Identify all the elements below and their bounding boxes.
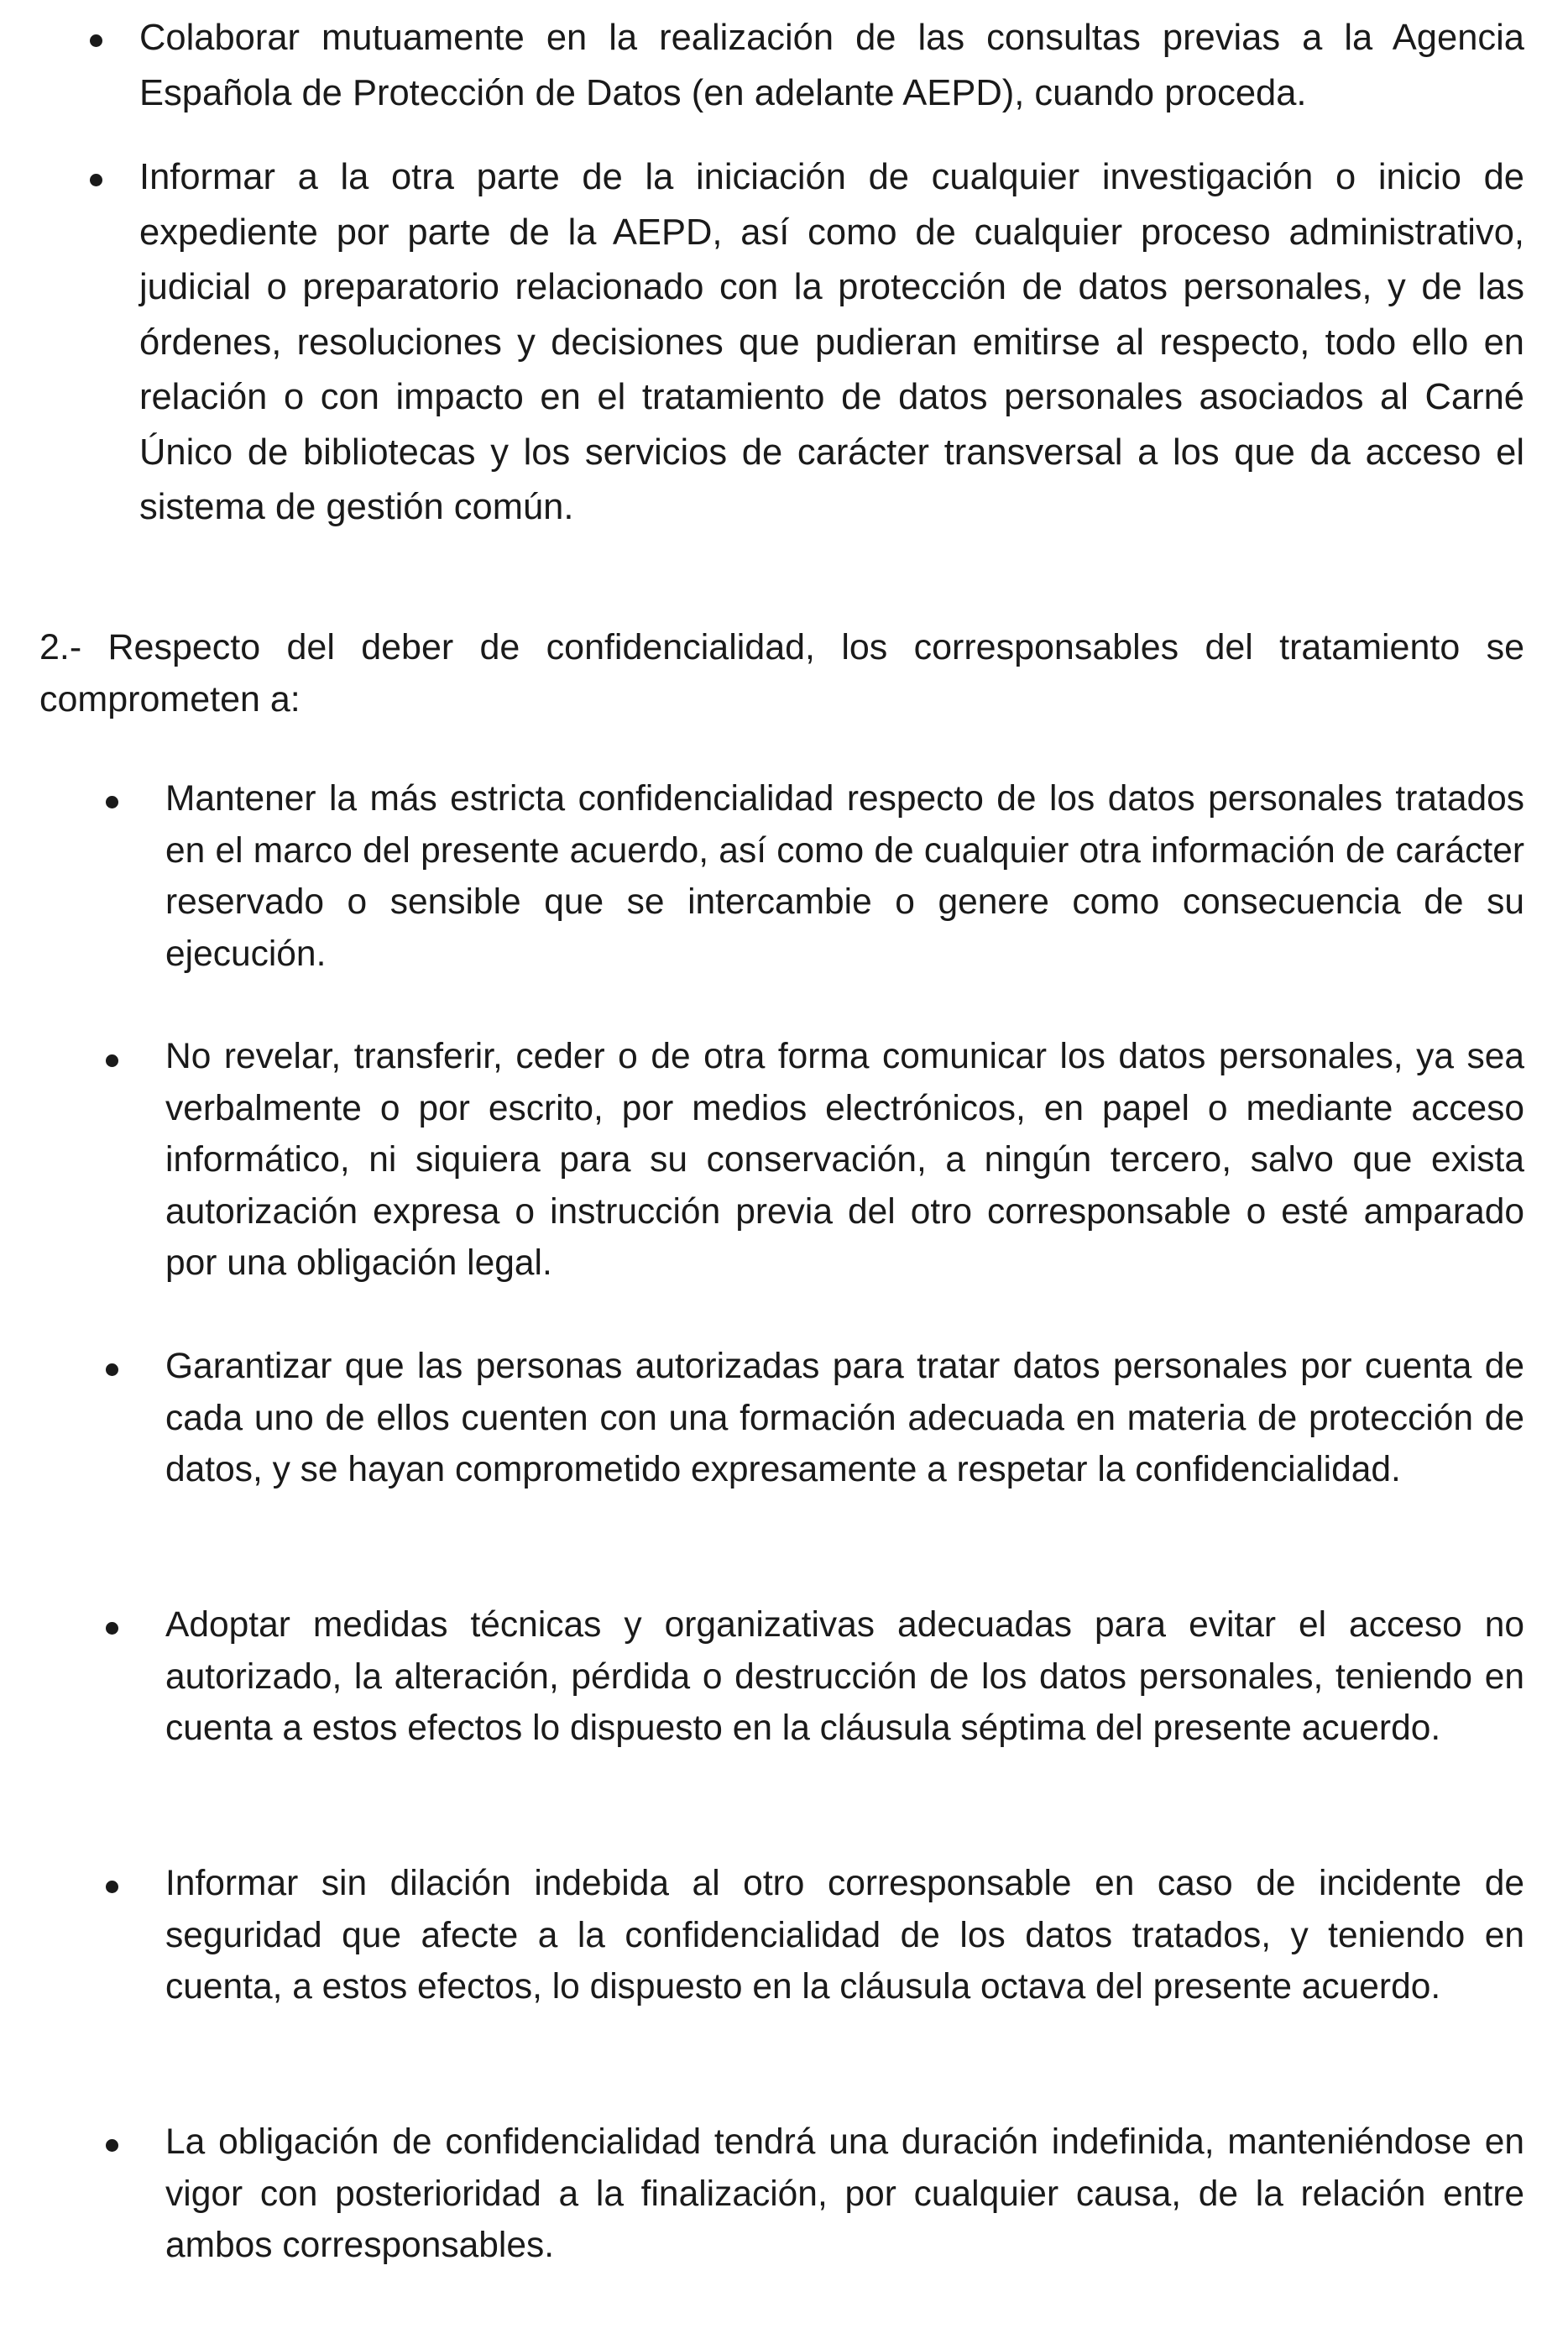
list-item-garantizar-formacion: Garantizar que las personas autorizadas para tratar datos personales por cuenta de cada uno de ellos cuenten con una formación adecuada en materia de protección de datos, y se hayan comprometido expresamente a respetar la confidencialidad. [165, 1347, 1524, 1489]
list-item-adoptar-medidas: Adoptar medidas técnicas y organizativas adecuadas para evitar el acceso no autorizado, la alteración, pérdida o destrucción de los datos personales, teniendo en cuenta a estos efectos lo dispuesto en la cláusula séptima del presente acuerdo. [165, 1605, 1524, 1748]
list-item-informar-incidente: Informar sin dilación indebida al otro corresponsable en caso de incidente de seguridad que afecte a la confidencialidad de los datos tratados, y teniendo en cuenta, a estos efectos, lo dispuesto en la cláusula octava del presente acuerdo. [165, 1864, 1524, 2007]
list-item-consultas-aepd: Colaborar mutuamente en la realización de las consultas previas a la Agencia Española de Protección de Datos (en adelante AEPD), cuando proceda. [139, 18, 1524, 113]
section-2-heading: 2.- Respecto del deber de confidencialidad, los corresponsables del tratamiento se comprometen a: [39, 627, 1524, 719]
bullet-icon [106, 2139, 118, 2152]
list-item-no-revelar: No revelar, transferir, ceder o de otra forma comunicar los datos personales, ya sea verbalmente o por escrito, por medios electrónicos, en papel o mediante acceso informático, ni siquiera para su conservación, a ningún tercero, salvo que exista autorización expresa o instrucción previa del otro corresponsable o esté amparado por una obligación legal. [165, 1037, 1524, 1283]
bullet-icon [106, 1622, 118, 1635]
list-item-informar-investigacion: Informar a la otra parte de la iniciación de cualquier investigación o inicio de expediente por parte de la AEPD, así como de cualquier proceso administrativo, judicial o preparatorio relacionado con la protección de datos personales, y de las órdenes, resoluciones y decisiones que pudieran emitirse al respecto, todo ello en relación o con impacto en el tratamiento de datos personales asociados al Carné Único de bibliotecas y los servicios de carácter transversal a los que da acceso el sistema de gestión común. [139, 157, 1524, 527]
bullet-icon [106, 1363, 118, 1376]
bullet-icon [106, 796, 118, 808]
bullet-icon [90, 174, 102, 186]
bullet-icon [106, 1054, 118, 1067]
list-item-mantener-confidencialidad: Mantener la más estricta confidencialidad respecto de los datos personales tratados en el marco del presente acuerdo, así como de cualquier otra información de carácter reservado o sensible que se intercambie o genere como consecuencia de su ejecución. [165, 779, 1524, 974]
bullet-icon [90, 34, 102, 47]
list-item-duracion-indefinida: La obligación de confidencialidad tendrá una duración indefinida, manteniéndose en vigor con posterioridad a la finalización, por cualquier causa, de la relación entre ambos corresponsables. [165, 2122, 1524, 2265]
bullet-icon [106, 1881, 118, 1893]
